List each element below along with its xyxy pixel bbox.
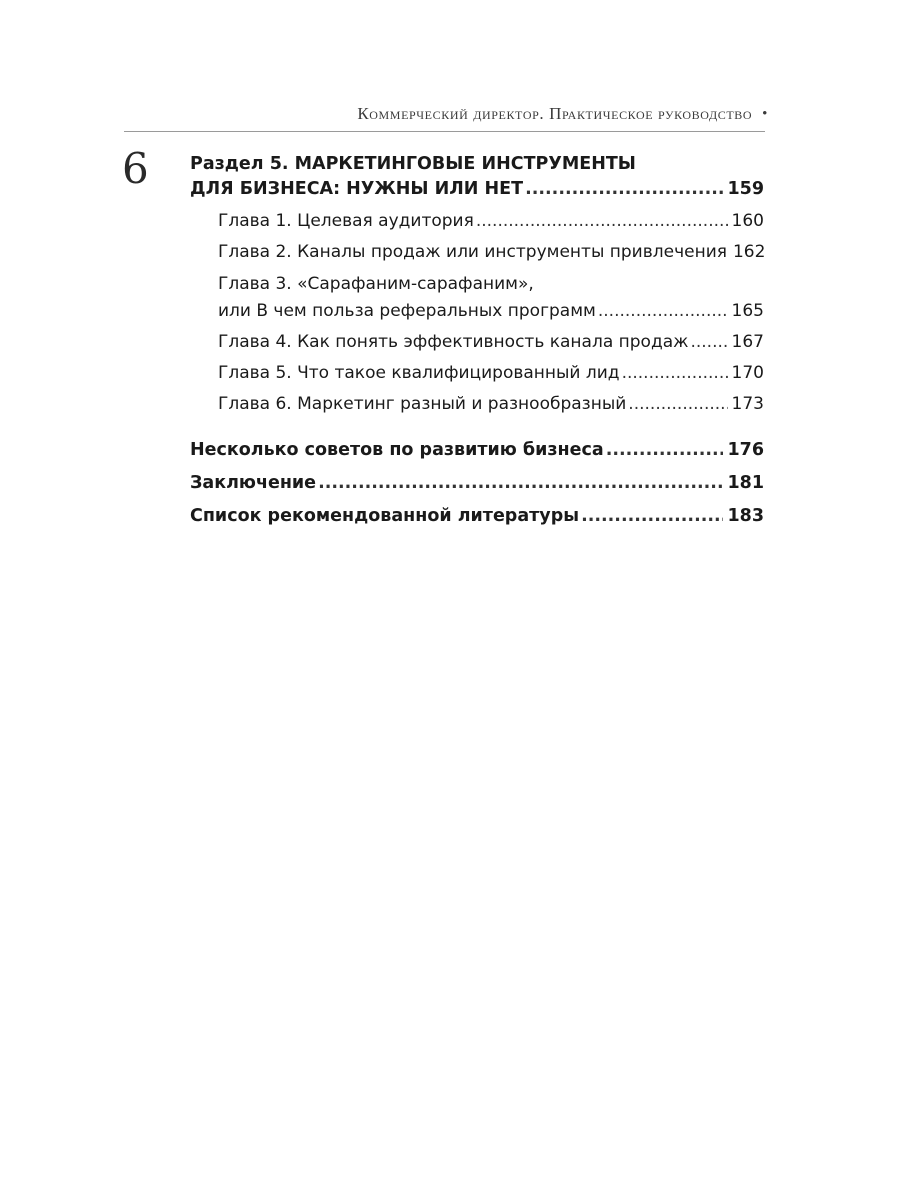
chapter-title: Глава 2. Каналы продаж или инструменты привлечения (218, 242, 727, 262)
dot-leader (622, 358, 728, 389)
toc-section-5 (190, 152, 764, 202)
dot-leader (628, 389, 727, 420)
chapter-title: Глава 5. Что такое квалифицированный лид (218, 363, 620, 383)
table-of-contents (190, 152, 764, 533)
page-number: 6 (122, 144, 149, 193)
section-page-number: 159 (727, 179, 764, 199)
chapter-page-number: 165 (731, 301, 764, 321)
entry-title: Несколько советов по развитию бизнеса (190, 440, 604, 460)
entry-page-number: 176 (727, 440, 764, 460)
chapter-title: Глава 4. Как понять эффективность канала продаж (218, 332, 689, 352)
toc-chapter-4 (218, 327, 764, 358)
chapter-page-number: 170 (731, 363, 764, 383)
header-rule (124, 131, 765, 132)
chapter-title: Глава 1. Целевая аудитория (218, 211, 474, 231)
dot-leader (318, 467, 723, 500)
dot-leader (525, 176, 723, 202)
dot-leader (581, 500, 723, 533)
toc-chapter-2 (218, 237, 764, 268)
back-matter-list (190, 434, 764, 533)
toc-chapter-5 (218, 358, 764, 389)
toc-chapter-6 (218, 389, 764, 420)
chapter-title: Глава 6. Маркетинг разный и разнообразный (218, 394, 627, 414)
entry-page-number: 183 (727, 506, 764, 526)
chapter-title-line1: Глава 3. «Сарафаним-сарафаним», (218, 274, 534, 294)
toc-entry-conclusion (190, 467, 764, 500)
dot-leader (690, 327, 727, 358)
dot-leader (476, 206, 728, 237)
section-entry (190, 176, 764, 202)
toc-chapter-3 (218, 270, 764, 325)
entry-page-number: 181 (727, 473, 764, 493)
chapter-list (218, 206, 764, 420)
entry-title: Список рекомендованной литературы (190, 506, 580, 526)
running-header (357, 104, 768, 124)
chapter-title: или В чем польза реферальных программ (218, 301, 596, 321)
section-title-line1: Раздел 5. МАРКЕТИНГОВЫЕ ИНСТРУМЕНТЫ (190, 154, 636, 174)
toc-entry-advice (190, 434, 764, 467)
dot-leader (606, 434, 724, 467)
dot-leader (598, 298, 728, 325)
chapter-page-number: 173 (731, 394, 764, 414)
chapter-page-number: 167 (731, 332, 764, 352)
toc-entry-bibliography (190, 500, 764, 533)
chapter-page-number: 162 (732, 242, 766, 262)
section-title-line2: ДЛЯ БИЗНЕСА: НУЖНЫ ИЛИ НЕТ (190, 179, 524, 199)
running-header-title: Коммерческий директор. Практическое руководство (357, 104, 753, 123)
toc-chapter-1 (218, 206, 764, 237)
entry-title: Заключение (190, 473, 317, 493)
bullet-icon: • (762, 106, 768, 122)
chapter-page-number: 160 (731, 211, 764, 231)
